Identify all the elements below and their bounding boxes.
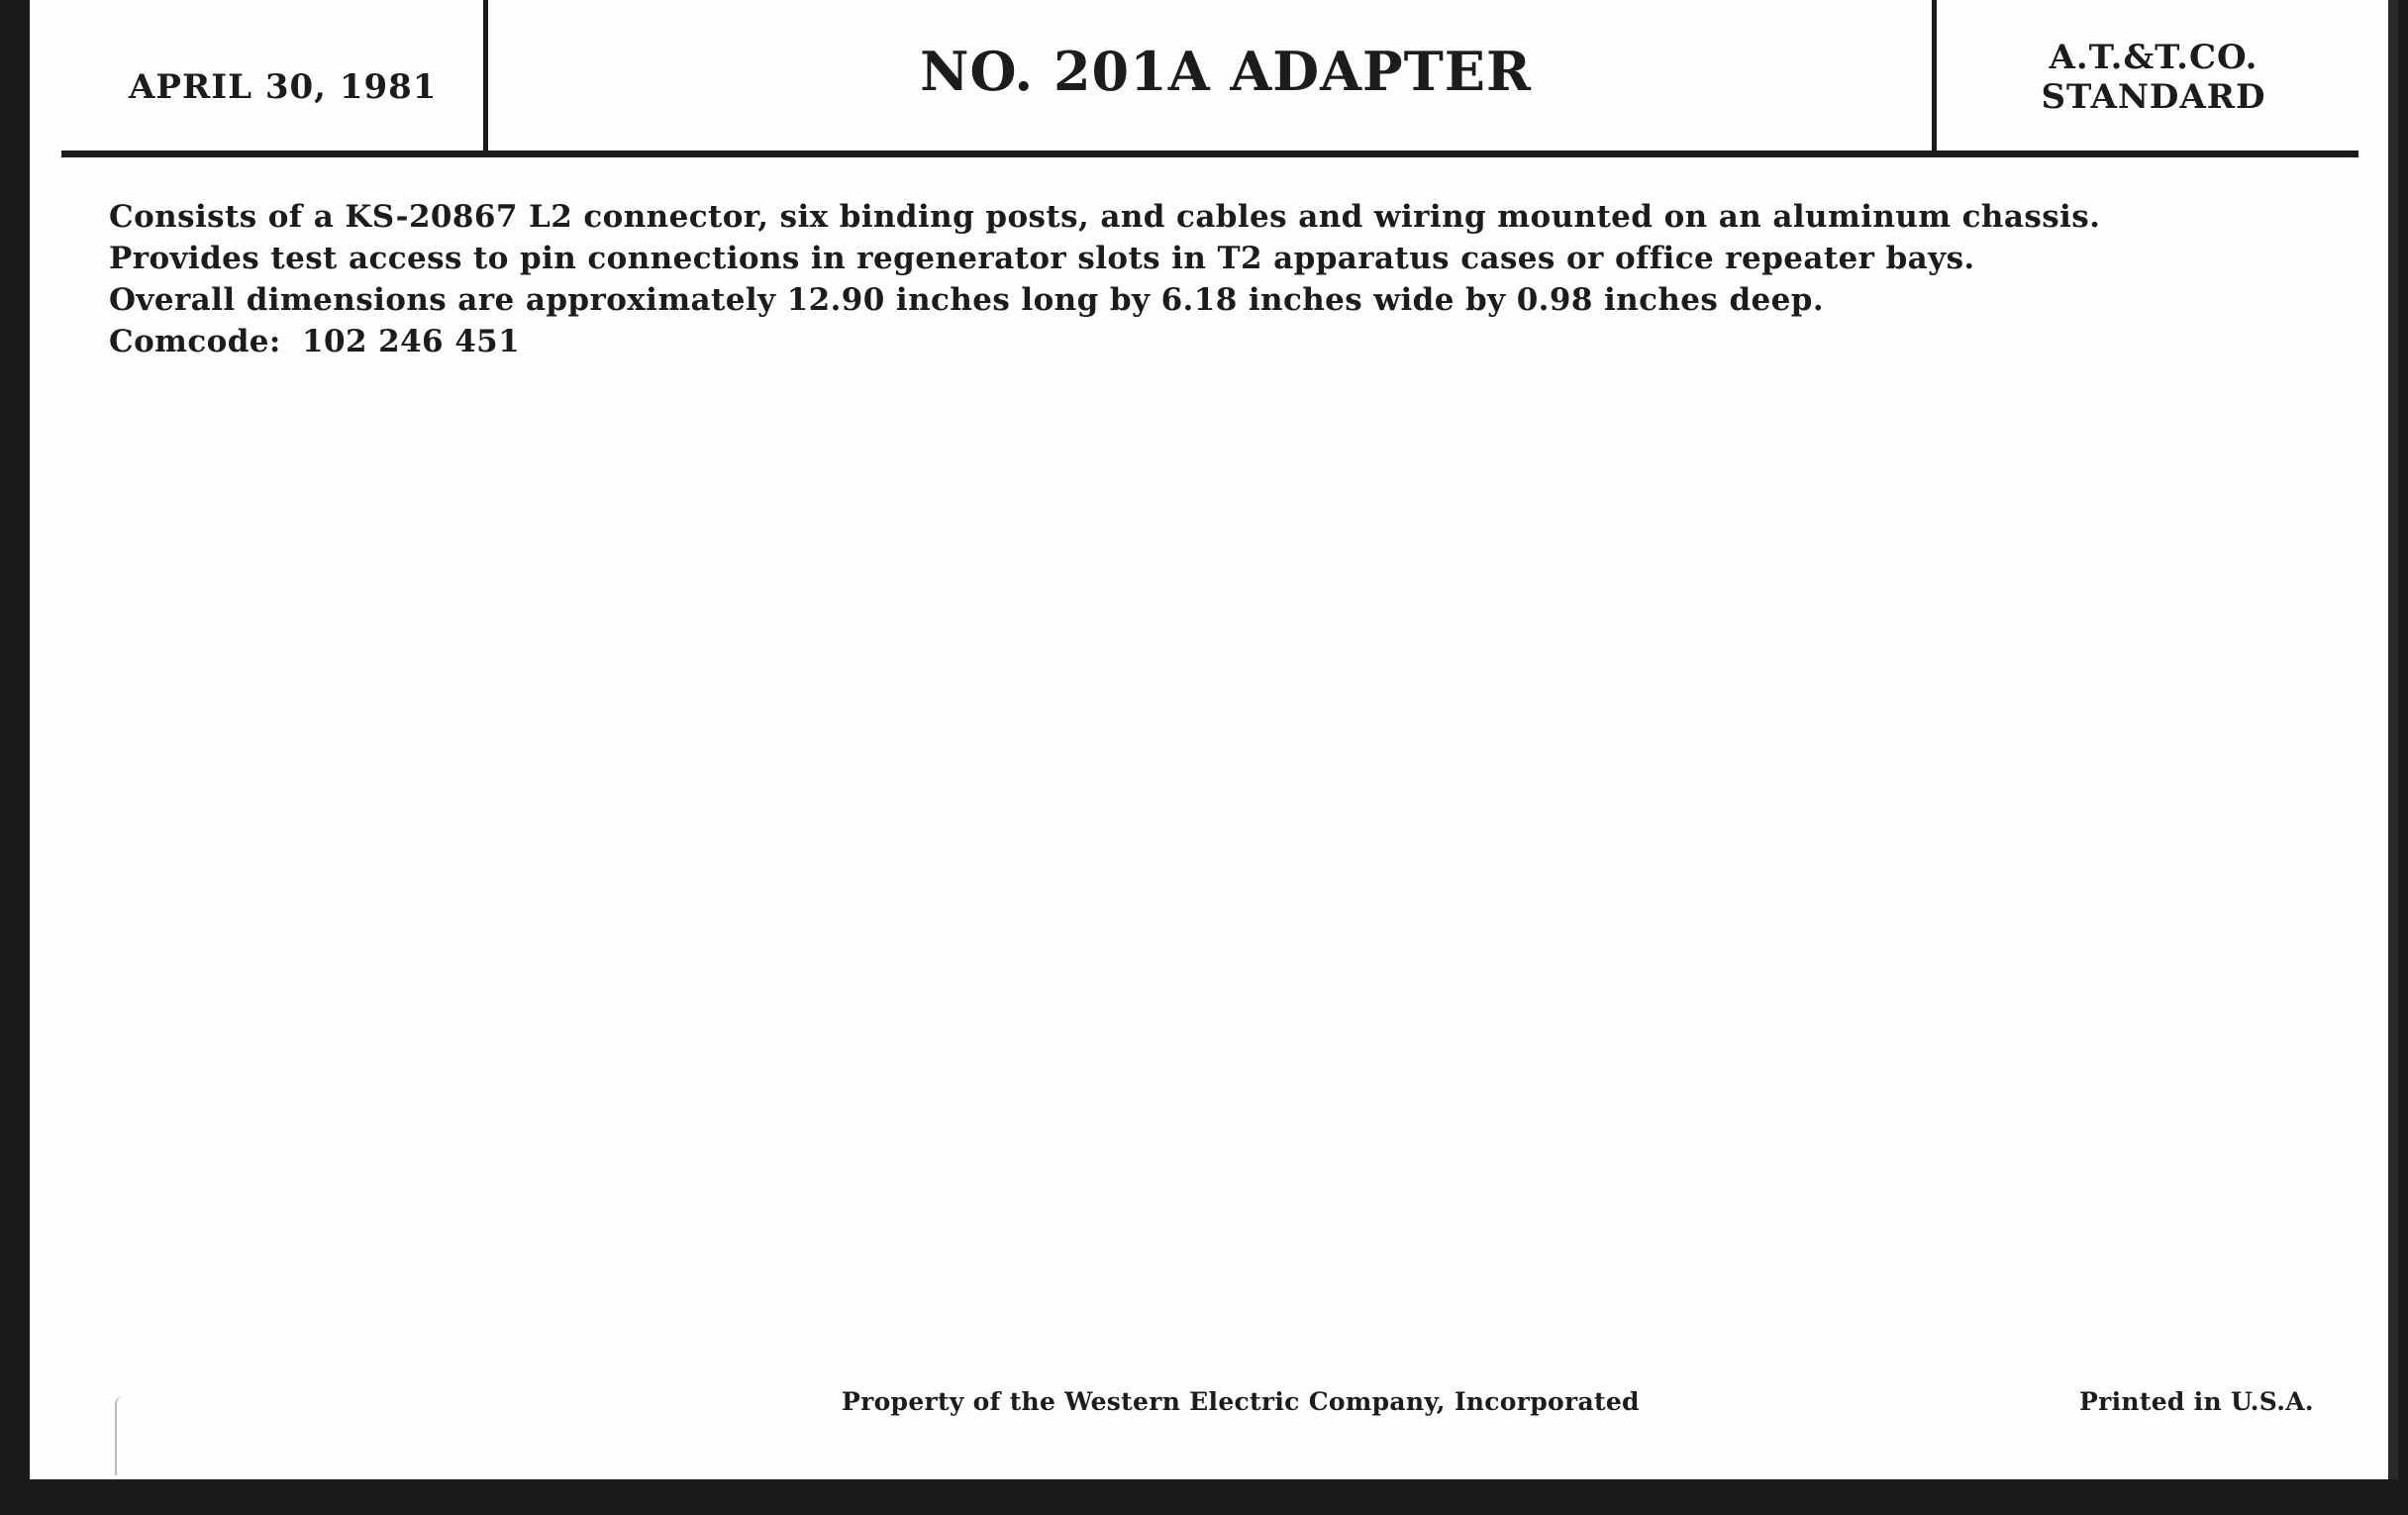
description-line: Overall dimensions are approximately 12.90 inches long by 6.18 inches wide by 0.98 inches deep. (109, 282, 1825, 318)
footer-printed-notice: Printed in U.S.A. (2079, 1387, 2314, 1416)
header-rule (61, 151, 2358, 157)
header-divider-right (1932, 0, 1937, 151)
standard-line-2: STANDARD (2041, 77, 2266, 117)
description-line: Consists of a KS-20867 L2 connector, six binding posts, and cables and wiring mounted on an aluminum chassis. (109, 199, 2101, 235)
issue-date: APRIL 30, 1981 (129, 67, 438, 107)
footer-property-notice: Property of the Western Electric Company, Incorporated (842, 1387, 1640, 1416)
corner-crease (115, 1396, 123, 1475)
document-card (30, 0, 2398, 1479)
description-block (109, 196, 2307, 362)
standard-line-1: A.T.&T.CO. (2049, 38, 2258, 77)
description-line: Provides test access to pin connections in regenerator slots in T2 apparatus cases or office repeater bays. (109, 241, 1975, 276)
card-edge-shadow (2388, 0, 2398, 1479)
comcode-value: 102 246 451 (302, 324, 521, 359)
comcode-label: Comcode: (109, 324, 281, 359)
comcode-line (109, 321, 2307, 362)
document-title: NO. 201A ADAPTER (920, 40, 1532, 103)
standard-label (1960, 38, 2347, 117)
card-header (30, 0, 2398, 156)
